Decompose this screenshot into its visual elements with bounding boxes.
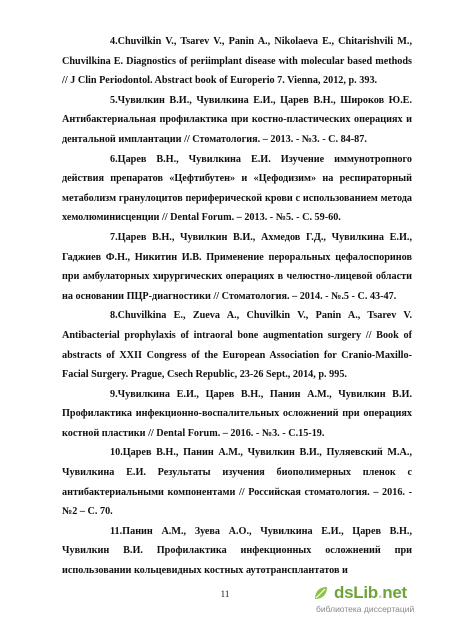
reference-number: 6. <box>110 153 118 165</box>
leaf-icon <box>312 584 330 602</box>
watermark-site-main: dsLib <box>334 583 378 602</box>
reference-item <box>62 443 412 521</box>
reference-text: Чувилкина Е.И., Царев В.Н., Панин А.М., Чувилкин В.И. Профилактика инфекционно-воспалительных осложнений при операциях костной пластики // Dental Forum. – 2016. - №3. - С.15-19. <box>62 388 412 439</box>
reference-item <box>62 522 412 581</box>
reference-text: Царев В.Н., Панин А.М., Чувилкин В.И., Пуляевский М.А., Чувилкина Е.И. Результаты изучения биополимерных пленок с антибактериальными компонентами // Российская стоматология. – 2016. - №2 – С. 70. <box>62 447 412 518</box>
reference-item <box>62 150 412 228</box>
reference-item <box>62 32 412 91</box>
reference-text: Царев В.Н., Чувилкин В.И., Ахмедов Г.Д., Чувилкина Е.И., Гаджиев Ф.Н., Никитин И.В. Применение пероральных цефалоспоринов при амбулаторных хирургических операциях в челюстно-лицевой области на основании ПЦР-диагностики // Стоматология. – 2014. - №.5 - С. 43-47. <box>62 231 412 302</box>
watermark-site-tld: net <box>382 583 407 602</box>
reference-text: Чувилкин В.И., Чувилкина Е.И., Царев В.Н., Широков Ю.Е. Антибактериальная профилактика при костно-пластических операциях и дентальной имплантации // Стоматология. – 2013. - №3. - С. 84-87. <box>62 94 412 145</box>
reference-list <box>62 32 412 581</box>
reference-number: 8. <box>110 310 118 322</box>
reference-number: 10. <box>110 447 123 459</box>
reference-number: 4. <box>110 36 118 47</box>
reference-item <box>62 385 412 444</box>
page-number: 11 <box>220 589 230 599</box>
reference-number: 9. <box>110 388 118 400</box>
reference-number: 7. <box>110 231 118 243</box>
reference-text: Chuvilkina E., Zueva A., Chuvilkin V., Panin A., Tsarev V. Antibacterial prophylaxis of intraoral bone augmentation surgery // Book of abstracts of XXII Congress of the European Association for Cranio-Maxillo-Facial Surgery. Prague, Csech Republic, 23-26 Sept., 2014, p. 995. <box>62 310 412 381</box>
reference-number: 11. <box>110 525 123 537</box>
reference-text: Панин А.М., Зуева А.О., Чувилкина Е.И., Царев В.Н., Чувилкин В.И. Профилактика инфекционных осложнений при использовании кольцевидных костных аутотрансплантатов и <box>62 525 412 577</box>
reference-item <box>62 91 412 150</box>
watermark-logo <box>312 583 444 603</box>
reference-item <box>62 228 412 306</box>
reference-text: Царев В.Н., Чувилкина Е.И. Изучение иммунотропного действия препаратов «Цефтибутен» и «Цефодизим» на респираторный метаболизм гранулоцитов периферической крови с использованием метода хемолюминисценции // Dental Forum. – 2013. - №5. - С. 59-60. <box>62 153 412 224</box>
watermark-site-name <box>334 583 407 603</box>
reference-text: Chuvilkin V., Tsarev V., Panin A., Nikolaeva E., Chitarishvili M., Chuvilkina E. Diagnostics of periimplant disease with molecular based methods // J Clin Periodontol. Abstract book of Europerio 7. Vienna, 2012, p. 393. <box>62 36 412 87</box>
watermark-tagline: библиотека диссертаций <box>316 604 415 614</box>
watermark-site-dot: . <box>377 583 383 602</box>
reference-item <box>62 306 412 384</box>
watermark[interactable] <box>312 583 444 631</box>
reference-number: 5. <box>110 94 118 106</box>
